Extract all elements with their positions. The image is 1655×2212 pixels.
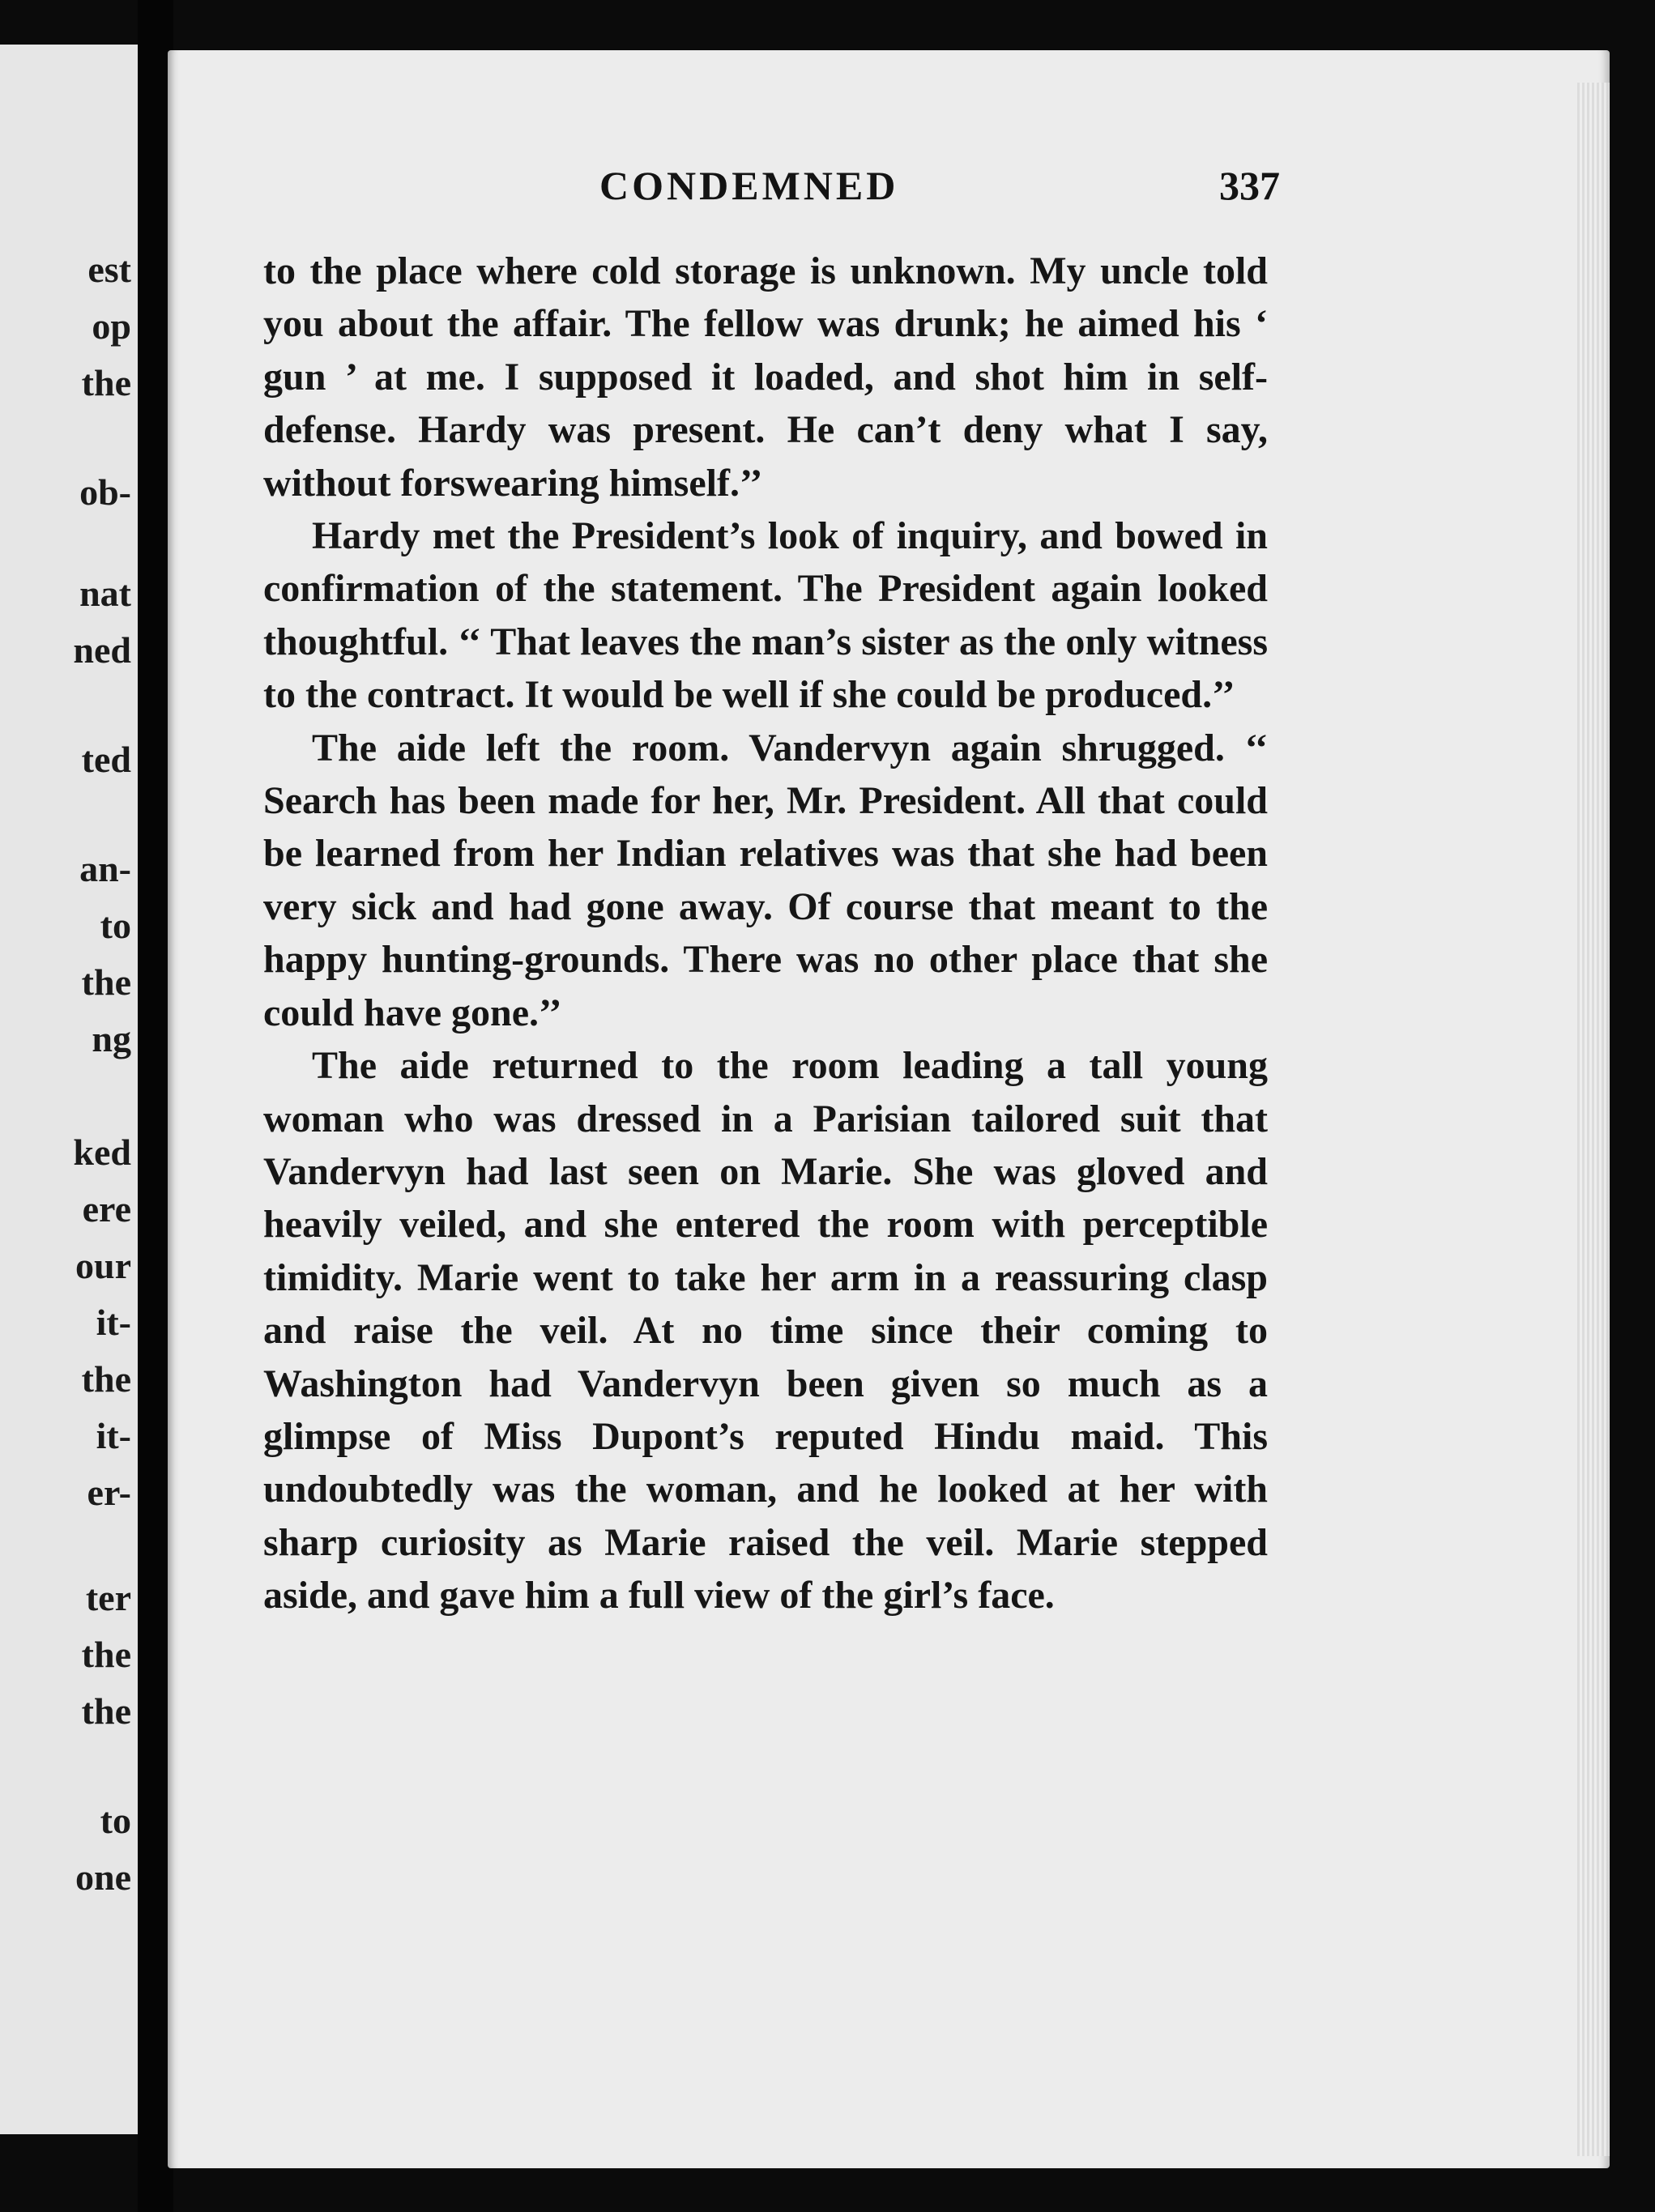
chapter-title: CONDEMNED bbox=[599, 163, 899, 208]
left-page-fragment: our bbox=[75, 1245, 131, 1286]
paragraph-2: Hardy met the President’s look of inquiry, and bowed in confirmation of the statement. The President again looked thoughtful. ‘‘ That leaves the man’s sister as the only witness to the contract. It would be well if she could be produced.’’ bbox=[263, 514, 1268, 717]
left-page-fragment: ked bbox=[73, 1132, 131, 1173]
left-page-fragment: the bbox=[81, 362, 131, 403]
left-page-fragment: the bbox=[81, 1358, 131, 1400]
left-page-fragment: it- bbox=[96, 1415, 131, 1456]
page-edge-shading bbox=[1577, 83, 1610, 2156]
left-page-fragment: er- bbox=[87, 1472, 131, 1513]
paragraph-1: to the place where cold storage is unknown. My uncle told you about the affair. The fellow was drunk; he aimed his ‘ gun ’ at me. I supposed it loaded, and shot him in self-defense. Hardy was present. He can’t deny what I say, without forswearing himself.’’ bbox=[263, 249, 1268, 505]
left-page-fragment: ned bbox=[73, 629, 131, 671]
body-text bbox=[263, 245, 1268, 1622]
left-page-fragment: the bbox=[81, 961, 131, 1003]
left-page-fragment: it- bbox=[96, 1302, 131, 1343]
left-page-fragment: an- bbox=[79, 848, 131, 889]
paragraph-3: The aide left the room. Vandervyn again shrugged. ‘‘ Search has been made for her, Mr. President. All that could be learned from her Indian relatives was that she had been very sick and had gone away. Of course that meant to the happy hunting-grounds. There was no other place that she could have gone.’’ bbox=[263, 726, 1268, 1034]
paragraph-4: The aide returned to the room leading a tall young woman who was dressed in a Parisian tailored suit that Vandervyn had last seen on Marie. She was gloved and heavily veiled, and she entered the room with perceptible timidity. Marie went to take her arm in a reassuring clasp and raise the veil. At no time since their coming to Washington had Vandervyn been given so much as a glimpse of Miss Dupont’s reputed Hindu maid. This undoubtedly was the woman, and he looked at her with sharp curiosity as Marie raised the veil. Marie stepped aside, and gave him a full view of the girl’s face. bbox=[263, 1044, 1268, 1617]
left-page-fragment: ter bbox=[85, 1577, 131, 1618]
left-page-fragment: nat bbox=[79, 573, 131, 614]
left-page-fragment: ng bbox=[92, 1018, 131, 1059]
left-page-fragment: to bbox=[100, 1800, 131, 1841]
left-page-fragment: ob- bbox=[79, 471, 131, 513]
running-head bbox=[441, 162, 1280, 214]
left-facing-page bbox=[0, 45, 138, 2134]
left-page-fragment: the bbox=[81, 1690, 131, 1732]
left-page-fragment: the bbox=[81, 1634, 131, 1675]
left-page-fragment: to bbox=[100, 905, 131, 946]
left-page-fragment: op bbox=[92, 305, 131, 347]
left-page-fragment: ted bbox=[81, 739, 131, 780]
page-number: 337 bbox=[1219, 163, 1280, 208]
left-page-fragment: est bbox=[87, 249, 131, 290]
left-page-fragment: ere bbox=[82, 1188, 131, 1230]
left-page-text-fragments bbox=[0, 45, 138, 2134]
left-page-fragment: one bbox=[75, 1856, 131, 1898]
